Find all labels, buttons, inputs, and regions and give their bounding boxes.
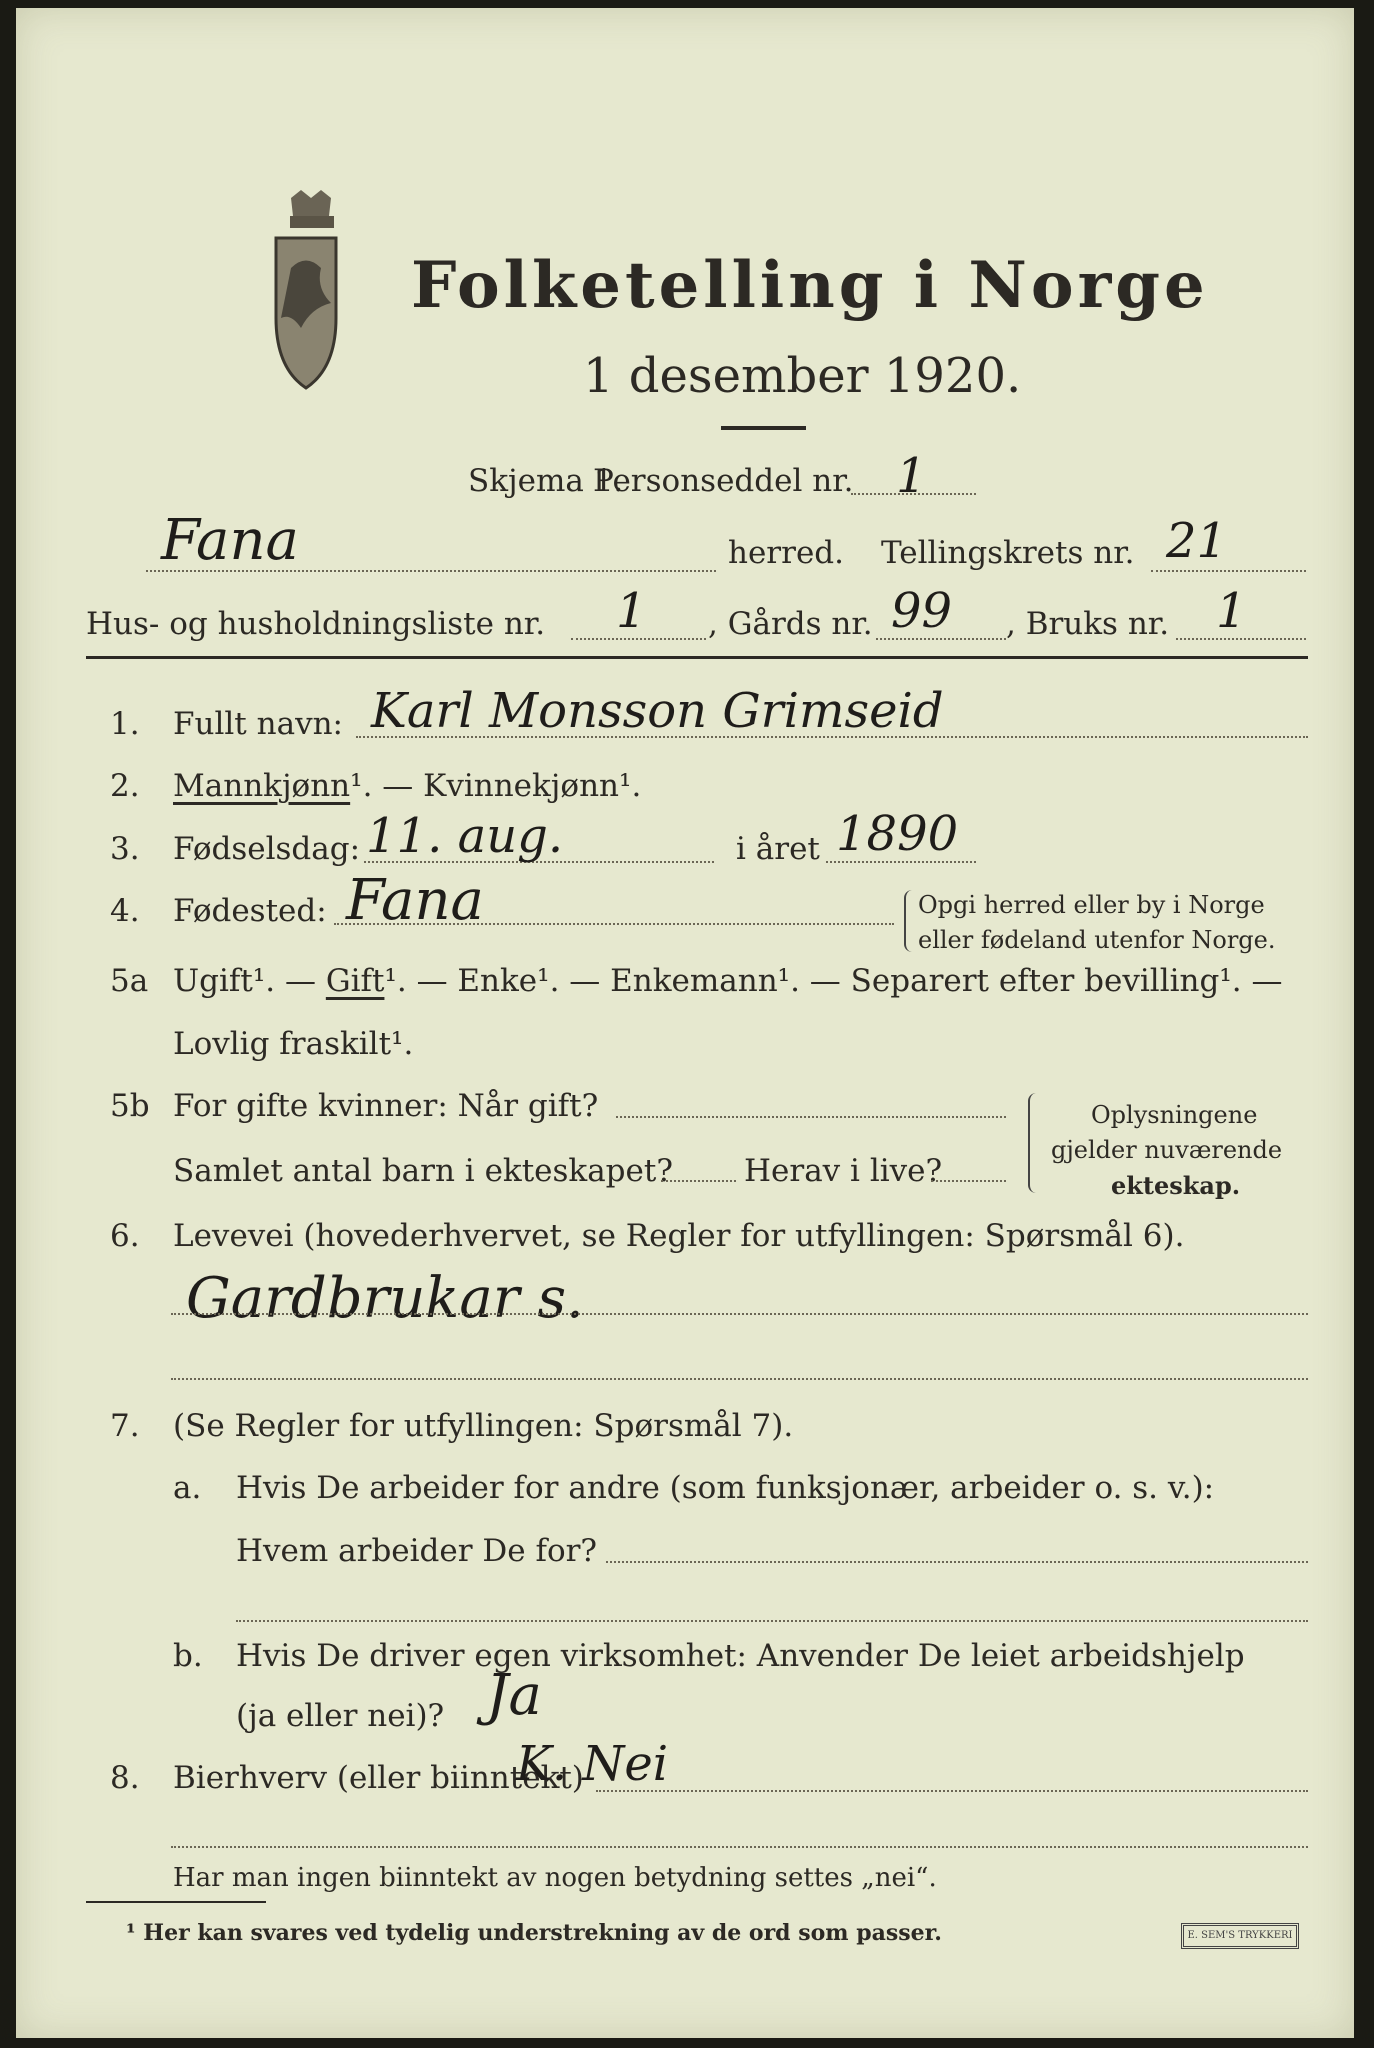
q7b-number: b. (173, 1638, 203, 1674)
herred-label: herred. (728, 535, 844, 571)
coat-of-arms-icon (246, 188, 366, 398)
census-form (16, 8, 1354, 2038)
bruks-value: 1 (1216, 583, 1247, 639)
skjema-label: Skjema 1. (468, 463, 624, 499)
q6-label: Levevei (hovederhvervet, se Regler for utfyllingen: Spørsmål 6). (173, 1218, 1185, 1254)
q6-number: 6. (110, 1218, 140, 1254)
q1-number: 1. (110, 706, 140, 742)
q2-sep: ¹. — (350, 768, 424, 804)
q8-number: 8. (110, 1760, 140, 1796)
q3-year-value: 1890 (836, 806, 959, 862)
q5b-note-3: ekteskap. (1111, 1171, 1241, 1200)
q3-year-label: i året (736, 831, 820, 867)
q4-note-1: Opgi herred eller by i Norge (918, 891, 1265, 919)
q7a-number: a. (173, 1470, 202, 1506)
q5a-line2: Lovlig fraskilt¹. (173, 1026, 414, 1062)
q8-label: Bierhverv (eller biinntekt) (173, 1760, 584, 1796)
q2-female: Kvinnekjønn (423, 768, 620, 804)
q4-value: Fana (346, 868, 484, 933)
q8-value: K. Nei (516, 1736, 669, 1792)
q5b-note-2: gjelder nuværende (1051, 1136, 1283, 1164)
q5b-number: 5b (110, 1088, 150, 1124)
q3-number: 3. (110, 831, 140, 867)
page-title: Folketelling i Norge (411, 248, 1209, 323)
q5a-sep: ¹. — (252, 963, 326, 999)
q7b-value: Ja (486, 1663, 542, 1728)
q7-number: 7. (110, 1408, 140, 1444)
title-divider (721, 426, 806, 430)
q1-value: Karl Monsson Grimseid (371, 683, 944, 739)
q5a-number: 5a (110, 963, 149, 999)
hus-label: Hus- og husholdningsliste nr. (86, 606, 546, 642)
bruks-label: , Bruks nr. (1006, 606, 1170, 642)
q5b-note-1: Oplysningene (1091, 1101, 1258, 1129)
q2-number: 2. (110, 768, 140, 804)
personseddel-value: 1 (896, 448, 927, 504)
header-rule (86, 656, 1308, 659)
q4-note-2: eller fødeland utenfor Norge. (918, 926, 1276, 954)
q6-value: Gardbrukar s. (186, 1266, 584, 1331)
q5a-gift: Gift (325, 963, 385, 999)
q5b-line2b: Herav i live? (744, 1153, 943, 1189)
page-subtitle: 1 desember 1920. (583, 348, 1022, 404)
q3-label: Fødselsdag: (173, 831, 361, 867)
q7a-text: Hvis De arbeider for andre (som funksjonær, arbeider o. s. v.): (236, 1470, 1215, 1506)
gards-value: 99 (891, 583, 953, 639)
q7b-question: (ja eller nei)? (236, 1698, 445, 1734)
q4-number: 4. (110, 893, 140, 929)
personseddel-label: Personseddel nr. (593, 463, 854, 499)
tellingskrets-label: Tellingskrets nr. (881, 535, 1135, 571)
footnote-rule (86, 1901, 266, 1903)
q1-label: Fullt navn: (173, 706, 343, 742)
hus-value: 1 (616, 583, 647, 639)
note-bottom: Har man ingen biinntekt av nogen betydning settes „nei“. (173, 1863, 937, 1893)
q5b-line1: For gifte kvinner: Når gift? (173, 1088, 599, 1124)
tellingskrets-value: 21 (1166, 513, 1228, 569)
printer-stamp: E. SEM'S TRYKKERI (1181, 1923, 1299, 1949)
q7b-text: Hvis De driver egen virksomhet: Anvender De leiet arbeidshjelp (236, 1638, 1245, 1674)
herred-value: Fana (161, 508, 299, 573)
q3-value: 11. aug. (366, 808, 564, 864)
q5a-ugift: Ugift (173, 963, 253, 999)
q5b-line2a: Samlet antal barn i ekteskapet? (173, 1153, 673, 1189)
q5a-rest: ¹. — Enke¹. — Enkemann¹. — Separert efter bevilling¹. — (384, 963, 1283, 999)
footnote: ¹ Her kan svares ved tydelig understrekning av de ord som passer. (126, 1920, 942, 1946)
q2-end: ¹. (619, 768, 642, 804)
gards-label: , Gårds nr. (708, 606, 873, 642)
q2-male: Mannkjønn (173, 768, 351, 804)
q4-label: Fødested: (173, 893, 327, 929)
q7-label: (Se Regler for utfyllingen: Spørsmål 7). (173, 1408, 794, 1444)
q7a-question: Hvem arbeider De for? (236, 1533, 598, 1569)
